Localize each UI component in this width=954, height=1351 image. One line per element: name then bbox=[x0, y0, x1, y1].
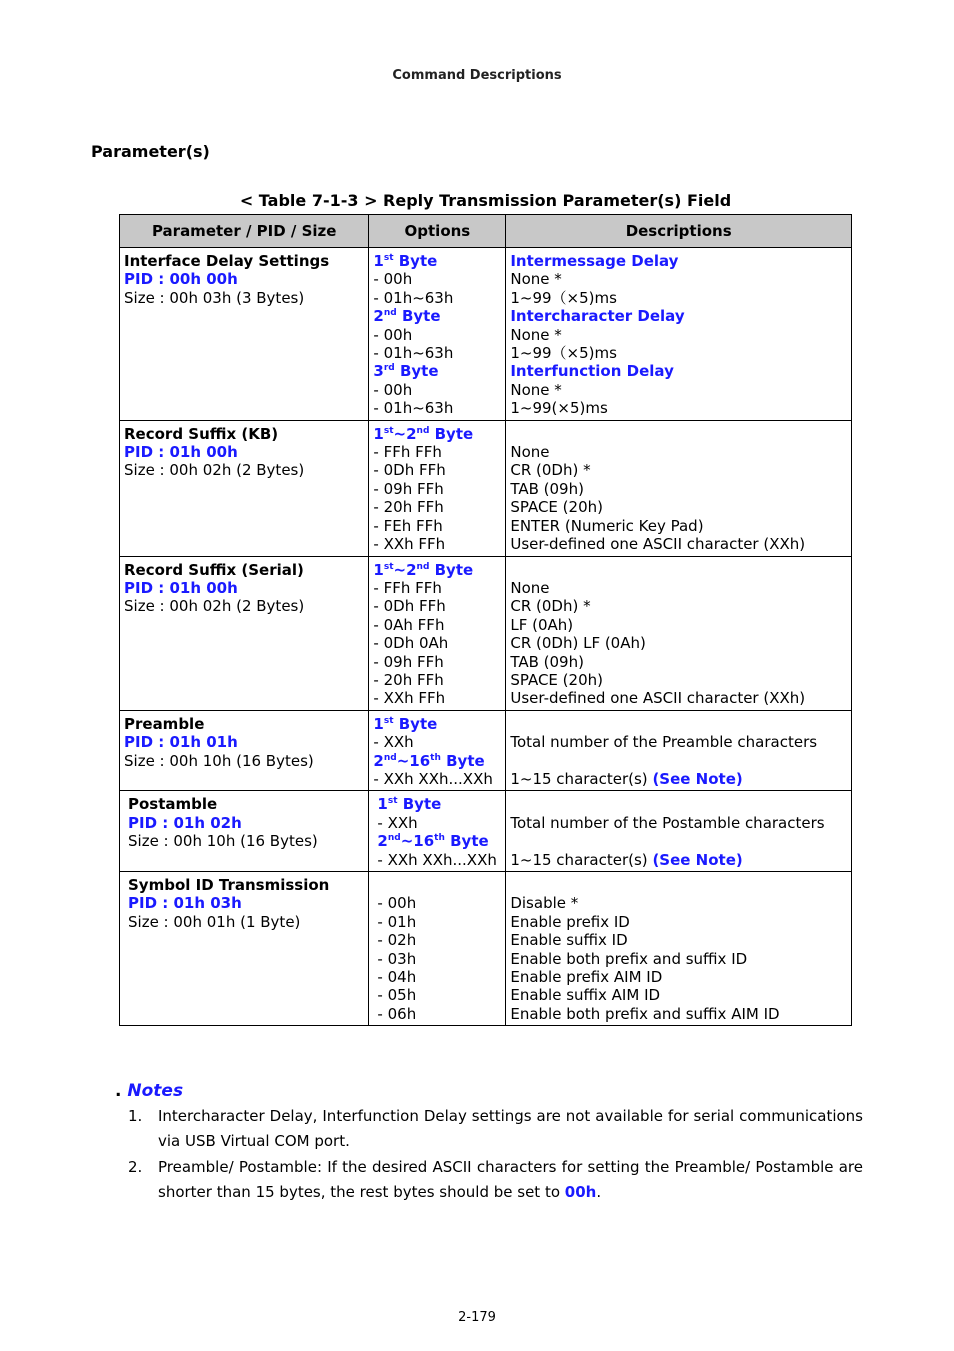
cell-line: - FEh FFh bbox=[373, 516, 443, 535]
blank-line bbox=[510, 425, 847, 443]
cell-line: - 00h bbox=[373, 325, 413, 344]
ordinal-suffix: nd bbox=[383, 308, 397, 319]
parameter-size: Size : 00h 01h (1 Byte) bbox=[128, 912, 301, 931]
column-header: Descriptions bbox=[506, 215, 852, 248]
cell-line: Total number of the Preamble characters bbox=[510, 733, 818, 752]
options-cell bbox=[369, 710, 506, 791]
note-tail: . bbox=[596, 1182, 602, 1201]
section-title: Parameter(s) bbox=[91, 142, 210, 161]
cell-line: Enable suffix ID bbox=[510, 931, 628, 950]
cell-line: None bbox=[510, 578, 550, 597]
cell-line: Enable prefix AIM ID bbox=[510, 968, 663, 987]
options-cell bbox=[369, 791, 506, 872]
byte-word: Byte bbox=[440, 751, 485, 770]
parameter-pid: PID : 01h 03h bbox=[128, 894, 242, 913]
note-text: 1~15 character(s) bbox=[510, 769, 653, 788]
parameter-name: Postamble bbox=[128, 795, 218, 814]
note-item bbox=[128, 1155, 863, 1204]
parameter-cell bbox=[120, 872, 369, 1026]
byte-word: Byte bbox=[444, 832, 489, 851]
parameter-cell bbox=[120, 556, 369, 710]
ordinal-suffix: st bbox=[383, 425, 394, 436]
cell-line: Disable * bbox=[510, 894, 579, 913]
byte-number: 1 bbox=[377, 795, 388, 814]
byte-word: Byte bbox=[394, 362, 439, 381]
cell-line: None * bbox=[510, 270, 562, 289]
cell-line: TAB (09h) bbox=[510, 652, 584, 671]
cell-line: - 01h~63h bbox=[373, 344, 454, 363]
page-header: Command Descriptions bbox=[392, 68, 562, 83]
cell-line: CR (0Dh) LF (0Ah) bbox=[510, 634, 646, 653]
cell-line: - FFh FFh bbox=[373, 443, 442, 462]
blank-line bbox=[377, 876, 501, 894]
column-header: Options bbox=[369, 215, 506, 248]
ordinal-suffix: nd bbox=[383, 752, 397, 763]
cell-line: - 06h bbox=[377, 1004, 417, 1023]
byte-number: 1 bbox=[373, 424, 384, 443]
notes-heading: Notes bbox=[127, 1081, 184, 1101]
cell-line: Enable suffix AIM ID bbox=[510, 986, 661, 1005]
cell-line: TAB (09h) bbox=[510, 479, 584, 498]
cell-line: - XXh XXh...XXh bbox=[373, 769, 493, 788]
blank-line bbox=[510, 876, 847, 894]
cell-line: - 01h~63h bbox=[373, 399, 454, 418]
cell-line: - 09h FFh bbox=[373, 652, 444, 671]
note-highlight: 00h bbox=[564, 1182, 597, 1201]
ordinal-suffix: nd bbox=[416, 425, 430, 436]
byte-number: 1 bbox=[373, 714, 384, 733]
see-note-link[interactable]: (See Note) bbox=[652, 850, 743, 869]
byte-word: Byte bbox=[397, 795, 442, 814]
parameter-size: Size : 00h 10h (16 Bytes) bbox=[124, 751, 314, 770]
blank-line bbox=[510, 832, 847, 850]
parameter-cell bbox=[120, 248, 369, 421]
descriptions-cell bbox=[506, 556, 852, 710]
cell-line: CR (0Dh) * bbox=[510, 597, 591, 616]
byte-word: Byte bbox=[393, 252, 438, 270]
parameter-size: Size : 00h 03h (3 Bytes) bbox=[124, 288, 305, 307]
cell-line: - 09h FFh bbox=[373, 479, 444, 498]
byte-label bbox=[373, 252, 501, 270]
table-row bbox=[120, 872, 852, 1026]
ordinal-suffix: nd bbox=[416, 561, 430, 572]
descriptions-cell bbox=[506, 420, 852, 556]
blank-line bbox=[510, 715, 847, 733]
cell-line: - XXh bbox=[377, 813, 418, 832]
cell-line: - 00h bbox=[377, 894, 417, 913]
table-row bbox=[120, 710, 852, 791]
blank-line bbox=[510, 561, 847, 579]
cell-line: 1~99(×5)ms bbox=[510, 399, 608, 418]
parameter-cell bbox=[120, 791, 369, 872]
parameter-cell bbox=[120, 420, 369, 556]
byte-word: Byte bbox=[429, 424, 474, 443]
parameter-name: Symbol ID Transmission bbox=[128, 876, 330, 894]
blank-line bbox=[510, 795, 847, 813]
cell-line: Total number of the Postamble characters bbox=[510, 813, 825, 832]
parameter-size: Size : 00h 02h (2 Bytes) bbox=[124, 461, 305, 480]
options-cell bbox=[369, 872, 506, 1026]
table-row bbox=[120, 556, 852, 710]
cell-line: - 04h bbox=[377, 968, 417, 987]
cell-line: None bbox=[510, 443, 550, 462]
table-caption: < Table 7-1-3 > Reply Transmission Parameter(s) Field bbox=[239, 191, 732, 210]
note-number: 1. bbox=[128, 1107, 143, 1125]
options-cell bbox=[369, 556, 506, 710]
cell-line: None * bbox=[510, 325, 562, 344]
cell-line: - 02h bbox=[377, 931, 417, 950]
parameter-name: Record Suffix (KB) bbox=[124, 424, 279, 443]
cell-line: - XXh bbox=[373, 733, 414, 752]
cell-line: - 0Ah FFh bbox=[373, 615, 445, 634]
cell-line: - XXh FFh bbox=[373, 535, 446, 554]
note-text: Preamble/ Postamble: If the desired ASCII characters for setting the Preamble/ Postamble are shorter than 15 bytes, the rest bytes should be set to bbox=[158, 1158, 863, 1201]
note-body bbox=[158, 1155, 863, 1204]
descriptions-cell bbox=[506, 791, 852, 872]
byte-number: ~16 bbox=[400, 832, 435, 851]
notes-bullet: . bbox=[115, 1081, 122, 1101]
note-item bbox=[128, 1104, 863, 1153]
cell-line: - XXh FFh bbox=[373, 689, 446, 708]
byte-range-label bbox=[373, 752, 501, 770]
note-body bbox=[158, 1104, 863, 1153]
cell-line bbox=[510, 851, 847, 869]
byte-word: Byte bbox=[396, 307, 441, 326]
parameter-size: Size : 00h 02h (2 Bytes) bbox=[124, 597, 305, 616]
cell-line: - 03h bbox=[377, 949, 417, 968]
parameter-size: Size : 00h 10h (16 Bytes) bbox=[128, 832, 318, 851]
cell-line: None * bbox=[510, 380, 562, 399]
ordinal-suffix: nd bbox=[387, 833, 401, 844]
description-heading: Intermessage Delay bbox=[510, 252, 679, 270]
note-text: Intercharacter Delay, Interfunction Delay settings are not available for serial communications via USB Virtual COM port. bbox=[158, 1107, 863, 1150]
byte-range-label bbox=[373, 425, 501, 443]
table-row bbox=[120, 420, 852, 556]
parameter-pid: PID : 00h 00h bbox=[124, 270, 238, 289]
byte-label bbox=[373, 715, 501, 733]
descriptions-cell bbox=[506, 710, 852, 791]
cell-line: User-defined one ASCII character (XXh) bbox=[510, 535, 806, 554]
cell-line: - 0Dh FFh bbox=[373, 597, 446, 616]
cell-line: User-defined one ASCII character (XXh) bbox=[510, 689, 806, 708]
descriptions-cell bbox=[506, 872, 852, 1026]
byte-number: 2 bbox=[373, 307, 384, 326]
byte-number: 2 bbox=[373, 751, 384, 770]
parameter-table bbox=[119, 214, 852, 1026]
cell-line: - 0Dh 0Ah bbox=[373, 634, 449, 653]
byte-number: 1 bbox=[373, 560, 384, 579]
cell-line: - 00h bbox=[373, 380, 413, 399]
cell-line: LF (0Ah) bbox=[510, 615, 574, 634]
note-text: 1~15 character(s) bbox=[510, 850, 653, 869]
cell-line: ENTER (Numeric Key Pad) bbox=[510, 516, 704, 535]
byte-number: ~16 bbox=[396, 751, 431, 770]
ordinal-suffix: st bbox=[387, 796, 398, 807]
cell-line: - 00h bbox=[373, 270, 413, 289]
cell-line: - 20h FFh bbox=[373, 670, 444, 689]
ordinal-suffix: th bbox=[430, 752, 441, 763]
description-heading: Interfunction Delay bbox=[510, 362, 674, 381]
byte-number: 3 bbox=[373, 362, 384, 381]
cell-line: Enable prefix ID bbox=[510, 912, 630, 931]
cell-line: - 0Dh FFh bbox=[373, 461, 446, 480]
parameter-pid: PID : 01h 00h bbox=[124, 443, 238, 462]
note-number: 2. bbox=[128, 1158, 143, 1176]
notes-title bbox=[115, 1081, 183, 1101]
byte-number: 1 bbox=[373, 252, 384, 270]
cell-line: - 01h~63h bbox=[373, 288, 454, 307]
byte-label bbox=[377, 795, 501, 813]
parameter-name: Interface Delay Settings bbox=[124, 252, 330, 270]
cell-line: 1~99（×5)ms bbox=[510, 288, 617, 307]
parameter-pid: PID : 01h 00h bbox=[124, 578, 238, 597]
ordinal-suffix: st bbox=[383, 715, 394, 726]
byte-word: Byte bbox=[393, 714, 438, 733]
cell-line: - 05h bbox=[377, 986, 417, 1005]
cell-line: - 01h bbox=[377, 912, 417, 931]
byte-number: ~2 bbox=[393, 560, 417, 579]
byte-number: 2 bbox=[377, 832, 388, 851]
descriptions-cell bbox=[506, 248, 852, 421]
ordinal-suffix: rd bbox=[383, 363, 395, 374]
table-header-row bbox=[120, 215, 852, 248]
cell-line bbox=[510, 770, 847, 788]
cell-line: SPACE (20h) bbox=[510, 670, 603, 689]
page-number: 2-179 bbox=[458, 1310, 496, 1325]
byte-label bbox=[373, 362, 501, 380]
cell-line: 1~99（×5)ms bbox=[510, 344, 617, 363]
see-note-link[interactable]: (See Note) bbox=[652, 769, 743, 788]
parameter-name: Preamble bbox=[124, 714, 205, 733]
parameter-pid: PID : 01h 02h bbox=[128, 813, 242, 832]
ordinal-suffix: st bbox=[383, 561, 394, 572]
table-row bbox=[120, 791, 852, 872]
description-heading: Intercharacter Delay bbox=[510, 307, 685, 326]
parameter-cell bbox=[120, 710, 369, 791]
byte-word: Byte bbox=[429, 560, 474, 579]
byte-number: ~2 bbox=[393, 424, 417, 443]
table-row bbox=[120, 248, 852, 421]
byte-label bbox=[373, 307, 501, 325]
column-header: Parameter / PID / Size bbox=[120, 215, 369, 248]
options-cell bbox=[369, 248, 506, 421]
cell-line: - 20h FFh bbox=[373, 498, 444, 517]
cell-line: - XXh XXh...XXh bbox=[377, 850, 497, 869]
cell-line: Enable both prefix and suffix ID bbox=[510, 949, 748, 968]
parameter-pid: PID : 01h 01h bbox=[124, 733, 238, 752]
cell-line: Enable both prefix and suffix AIM ID bbox=[510, 1004, 780, 1023]
cell-line: CR (0Dh) * bbox=[510, 461, 591, 480]
ordinal-suffix: st bbox=[383, 253, 394, 263]
cell-line: SPACE (20h) bbox=[510, 498, 603, 517]
parameter-name: Record Suffix (Serial) bbox=[124, 560, 304, 579]
cell-line: - FFh FFh bbox=[373, 578, 442, 597]
notes-list bbox=[128, 1104, 863, 1206]
ordinal-suffix: th bbox=[434, 833, 445, 844]
options-cell bbox=[369, 420, 506, 556]
blank-line bbox=[510, 752, 847, 770]
byte-range-label bbox=[373, 561, 501, 579]
byte-range-label bbox=[377, 832, 501, 850]
